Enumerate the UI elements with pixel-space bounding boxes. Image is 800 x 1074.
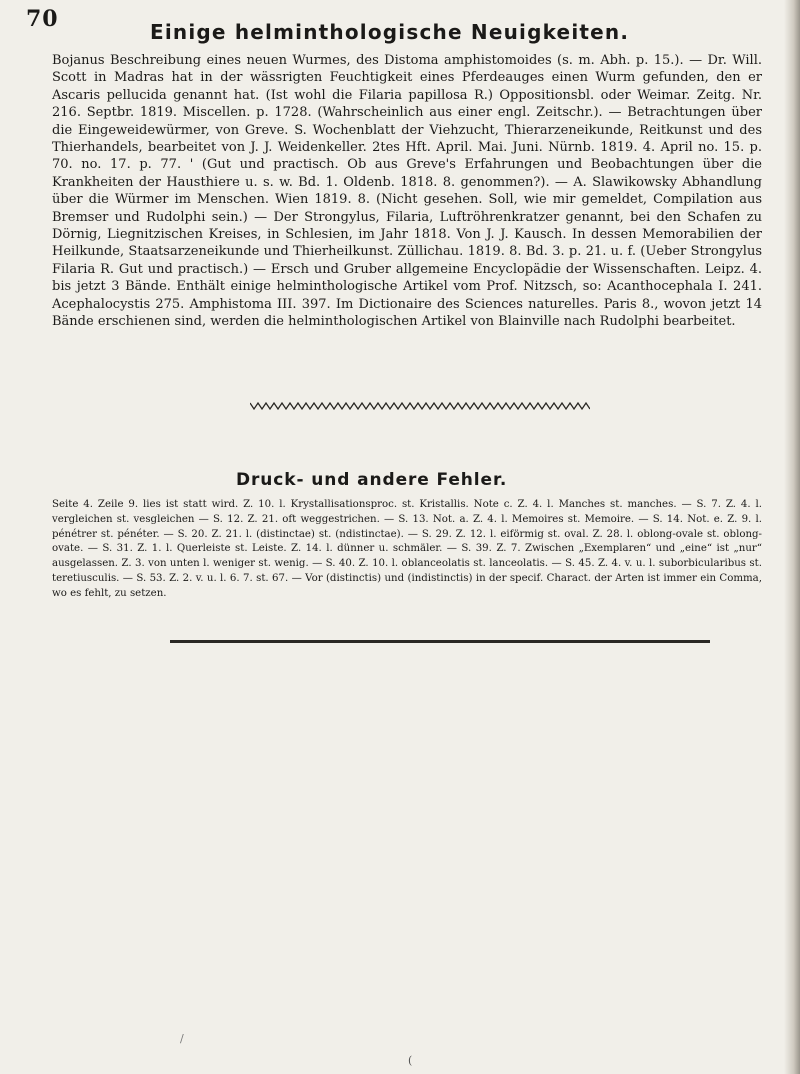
errata-list bbox=[52, 498, 762, 602]
horizontal-rule bbox=[170, 640, 710, 643]
page-number: 70 bbox=[26, 6, 59, 32]
main-paragraph bbox=[52, 52, 762, 331]
errata-text: Seite 4. Zeile 9. lies ist statt wird. Z. 10. l. Krystallisationsproc. st. Kristallis. Note c. Z. 4. l. Manches st. manches. — S. 7. Z. 4. l. vergleichen st. vesgleichen — S. 12. Z. 21. oft weggestrichen. — S. 13. Not. a. Z. 4. l. Memoires st. Memoire. — S. 14. Not. e. Z. 9. l. pénétrer st. pénéter. — S. 20. Z. 21. l. (distinctae) st. (ndistinctae). — S. 29. Z. 12. l. eiförmig st. oval. Z. 28. l. oblong-ovale st. oblong-ovate. — S. 31. Z. 1. l. Querleiste st. Leiste. Z. 14. l. dünner u. schmäler. — S. 39. Z. 7. Zwischen „Exemplaren“ und „eine“ ist „nur“ ausgelassen. Z. 3. von unten l. weniger st. wenig. — S. 40. Z. 10. l. oblanceolatis st. lanceolatis. — S. 45. Z. 4. v. u. l. suborbicularibus st. teretiusculis. — S. 53. Z. 2. v. u. l. 6. 7. st. 67. — Vor (distinctis) und (indistinctis) in der specif. Charact. der Arten ist immer ein Comma, wo es fehlt, zu setzen. bbox=[52, 499, 762, 599]
page-title: Einige helminthologische Neuigkeiten. bbox=[150, 20, 630, 44]
decorative-divider bbox=[250, 401, 590, 411]
page-edge-shadow bbox=[784, 0, 800, 1074]
errata-heading: Druck- und andere Fehler. bbox=[236, 470, 508, 490]
stray-mark: ( bbox=[408, 1054, 413, 1067]
main-paragraph-text: Bojanus Beschreibung eines neuen Wurmes, des Distoma amphistomoides (s. m. Abh. p. 15.). — Dr. Will. Scott in Madras hat in der wässrigten Feuchtigkeit eines Pferdeauges einen Wurm gefunden, den er Ascaris pellucida genannt hat. (Ist wohl die Filaria papillosa R.) Oppositionsbl. oder Weimar. Zeitg. Nr. 216. Septbr. 1819. Miscellen. p. 1728. (Wahrscheinlich aus einer engl. Zeitschr.). — Betrachtungen über die Eingeweidewürmer, von Greve. S. Wochenblatt der Viehzucht, Thierarzeneikunde, Reitkunst und des Thierhandels, bearbeitet von J. J. Weidenkeller. 2tes Hft. April. Mai. Juni. Nürnb. 1819. 4. April no. 15. p. 70. no. 17. p. 77. ' (Gut und practisch. Ob aus Greve's Erfahrungen und Beobachtungen über die Krankheiten der Hausthiere u. s. w. Bd. 1. Oldenb. 1818. 8. genommen?). — A. Slawikowsky Abhandlung über die Würmer im Menschen. Wien 1819. 8. (Nicht gesehen. Soll, wie mir gemeldet, Compilation aus Bremser und Rudolphi sein.) — Der Strongylus, Filaria, Luftröhrenkratzer genannt, bei den Schafen zu Dörnig, Liegnitzischen Kreises, in Schlesien, im Jahr 1818. Von J. J. Kausch. In dessen Memorabilien der Heilkunde, Staatsarzeneikunde und Thierheilkunst. Züllichau. 1819. 8. Bd. 3. p. 21. u. f. (Ueber Strongylus Filaria R. Gut und practisch.) — Ersch und Gruber allgemeine Encyclopädie der Wissenschaften. Leipz. 4. bis jetzt 3 Bände. Enthält einige helminthologische Artikel vom Prof. Nitzsch, so: Acanthocephala I. 241. Acephalocystis 275. Amphistoma III. 397. Im Dictionaire des Sciences naturelles. Paris 8., wovon jetzt 14 Bände erschienen sind, werden die helminthologischen Artikel von Blainville nach Rudolphi bearbeitet. bbox=[52, 53, 762, 330]
stray-mark: / bbox=[180, 1032, 184, 1045]
